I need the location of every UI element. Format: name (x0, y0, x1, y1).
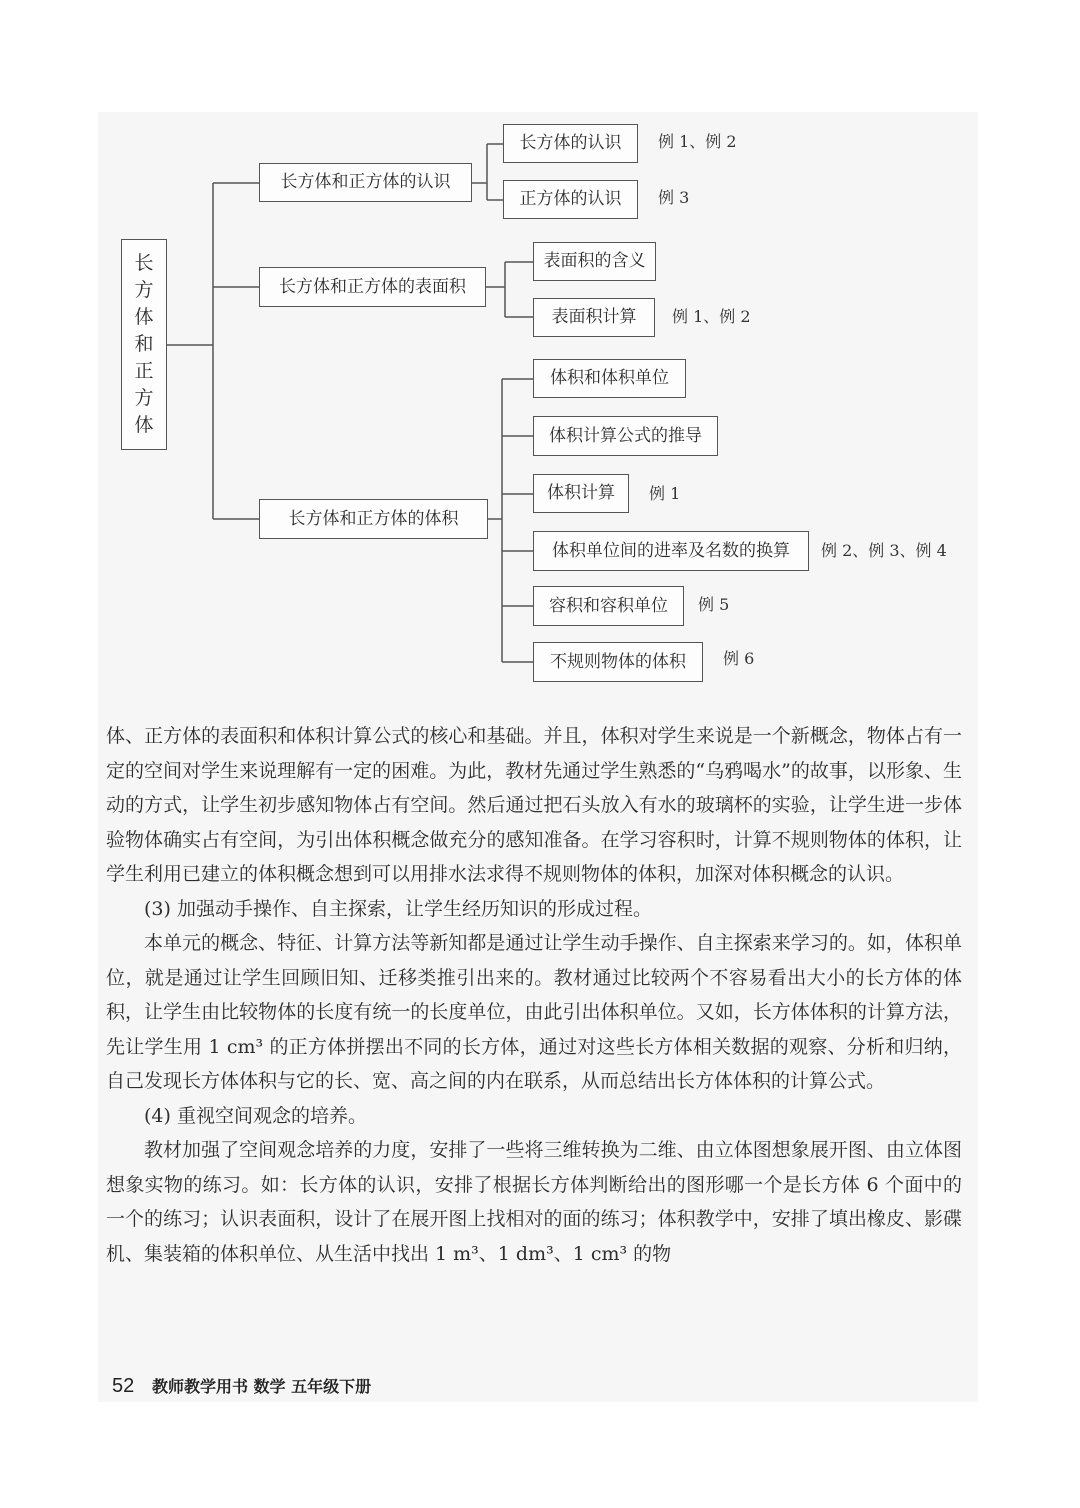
root-char: 体 (134, 306, 154, 328)
book-title: 教师教学用书 数学 五年级下册 (151, 1377, 372, 1396)
node-volume-unit: 体积和体积单位 (533, 359, 686, 398)
paragraph: 体、正方体的表面积和体积计算公式的核心和基础。并且，体积对学生来说是一个新概念，物体占有一定的空间对学生来说理解有一定的困难。为此，教材先通过学生熟悉的“乌鸦喝水”的故事，以形象、生动的方式，让学生初步感知物体占有空间。然后通过把石头放入有水的玻璃杯的实验，让学生进一步体验物体确实占有空间，为引出体积概念做充分的感知准备。在学习容积时，计算不规则物体的体积，让学生利用已建立的体积概念想到可以用排水法求得不规则物体的体积，加深对体积概念的认识。 (106, 725, 962, 885)
node-irregular-volume: 不规则物体的体积 (533, 642, 703, 682)
branch-surface-area: 长方体和正方体的表面积 (259, 267, 486, 307)
section-heading-4: (4) 重视空间观念的培养。 (144, 1104, 367, 1127)
examples-label: 例 6 (723, 649, 755, 668)
node-cuboid-cognition: 长方体的认识 (503, 124, 638, 163)
paragraph: 教材加强了空间观念培养的力度，安排了一些将三维转换为二维、由立体图想象展开图、由立体图想象实物的练习。如：长方体的认识，安排了根据长方体判断给出的图形哪一个是长方体 6 个面中的一个的练习；认识表面积，设计了在展开图上找相对的面的练习；体积教学中，安排了填出橡皮、影碟机、集装箱的体积单位、从生活中找出 1 m³、1 dm³、1 cm³ 的物 (106, 1139, 962, 1265)
section-heading-3: (3) 加强动手操作、自主探索，让学生经历知识的形成过程。 (144, 897, 652, 920)
root-char: 方 (134, 387, 154, 409)
node-unit-conversion: 体积单位间的进率及名数的换算 (533, 531, 809, 571)
page-footer (112, 1374, 371, 1398)
root-char: 和 (134, 333, 154, 355)
node-surface-meaning: 表面积的含义 (533, 242, 656, 281)
body-text (106, 719, 962, 1271)
node-volume-formula: 体积计算公式的推导 (533, 416, 718, 456)
node-volume-calc: 体积计算 (533, 474, 629, 513)
branch-cognition: 长方体和正方体的认识 (259, 163, 472, 202)
branch-volume: 长方体和正方体的体积 (259, 499, 488, 539)
page-number: 52 (112, 1375, 135, 1397)
examples-label: 例 2、例 3、例 4 (821, 541, 947, 560)
root-char: 体 (134, 414, 154, 436)
root-char: 方 (134, 279, 154, 301)
node-cube-cognition: 正方体的认识 (503, 180, 638, 219)
node-surface-calc: 表面积计算 (533, 298, 655, 337)
paragraph: 本单元的概念、特征、计算方法等新知都是通过让学生动手操作、自主探索来学习的。如，体积单位，就是通过让学生回顾旧知、迁移类推引出来的。教材通过比较两个不容易看出大小的长方体的体积，让学生由比较物体的长度有统一的长度单位，由此引出体积单位。又如，长方体体积的计算方法，先让学生用 1 cm³ 的正方体拼摆出不同的长方体，通过对这些长方体相关数据的观察、分析和归纳，自己发现长方体体积与它的长、宽、高之间的内在联系，从而总结出长方体体积的计算公式。 (106, 932, 962, 1092)
examples-label: 例 1 (649, 484, 681, 503)
root-char: 正 (134, 360, 154, 382)
examples-label: 例 3 (658, 188, 690, 207)
node-capacity-unit: 容积和容积单位 (533, 586, 684, 626)
root-char: 长 (134, 252, 154, 274)
examples-label: 例 5 (698, 595, 730, 614)
examples-label: 例 1、例 2 (672, 307, 751, 326)
root-node (121, 239, 167, 450)
examples-label: 例 1、例 2 (658, 132, 737, 151)
